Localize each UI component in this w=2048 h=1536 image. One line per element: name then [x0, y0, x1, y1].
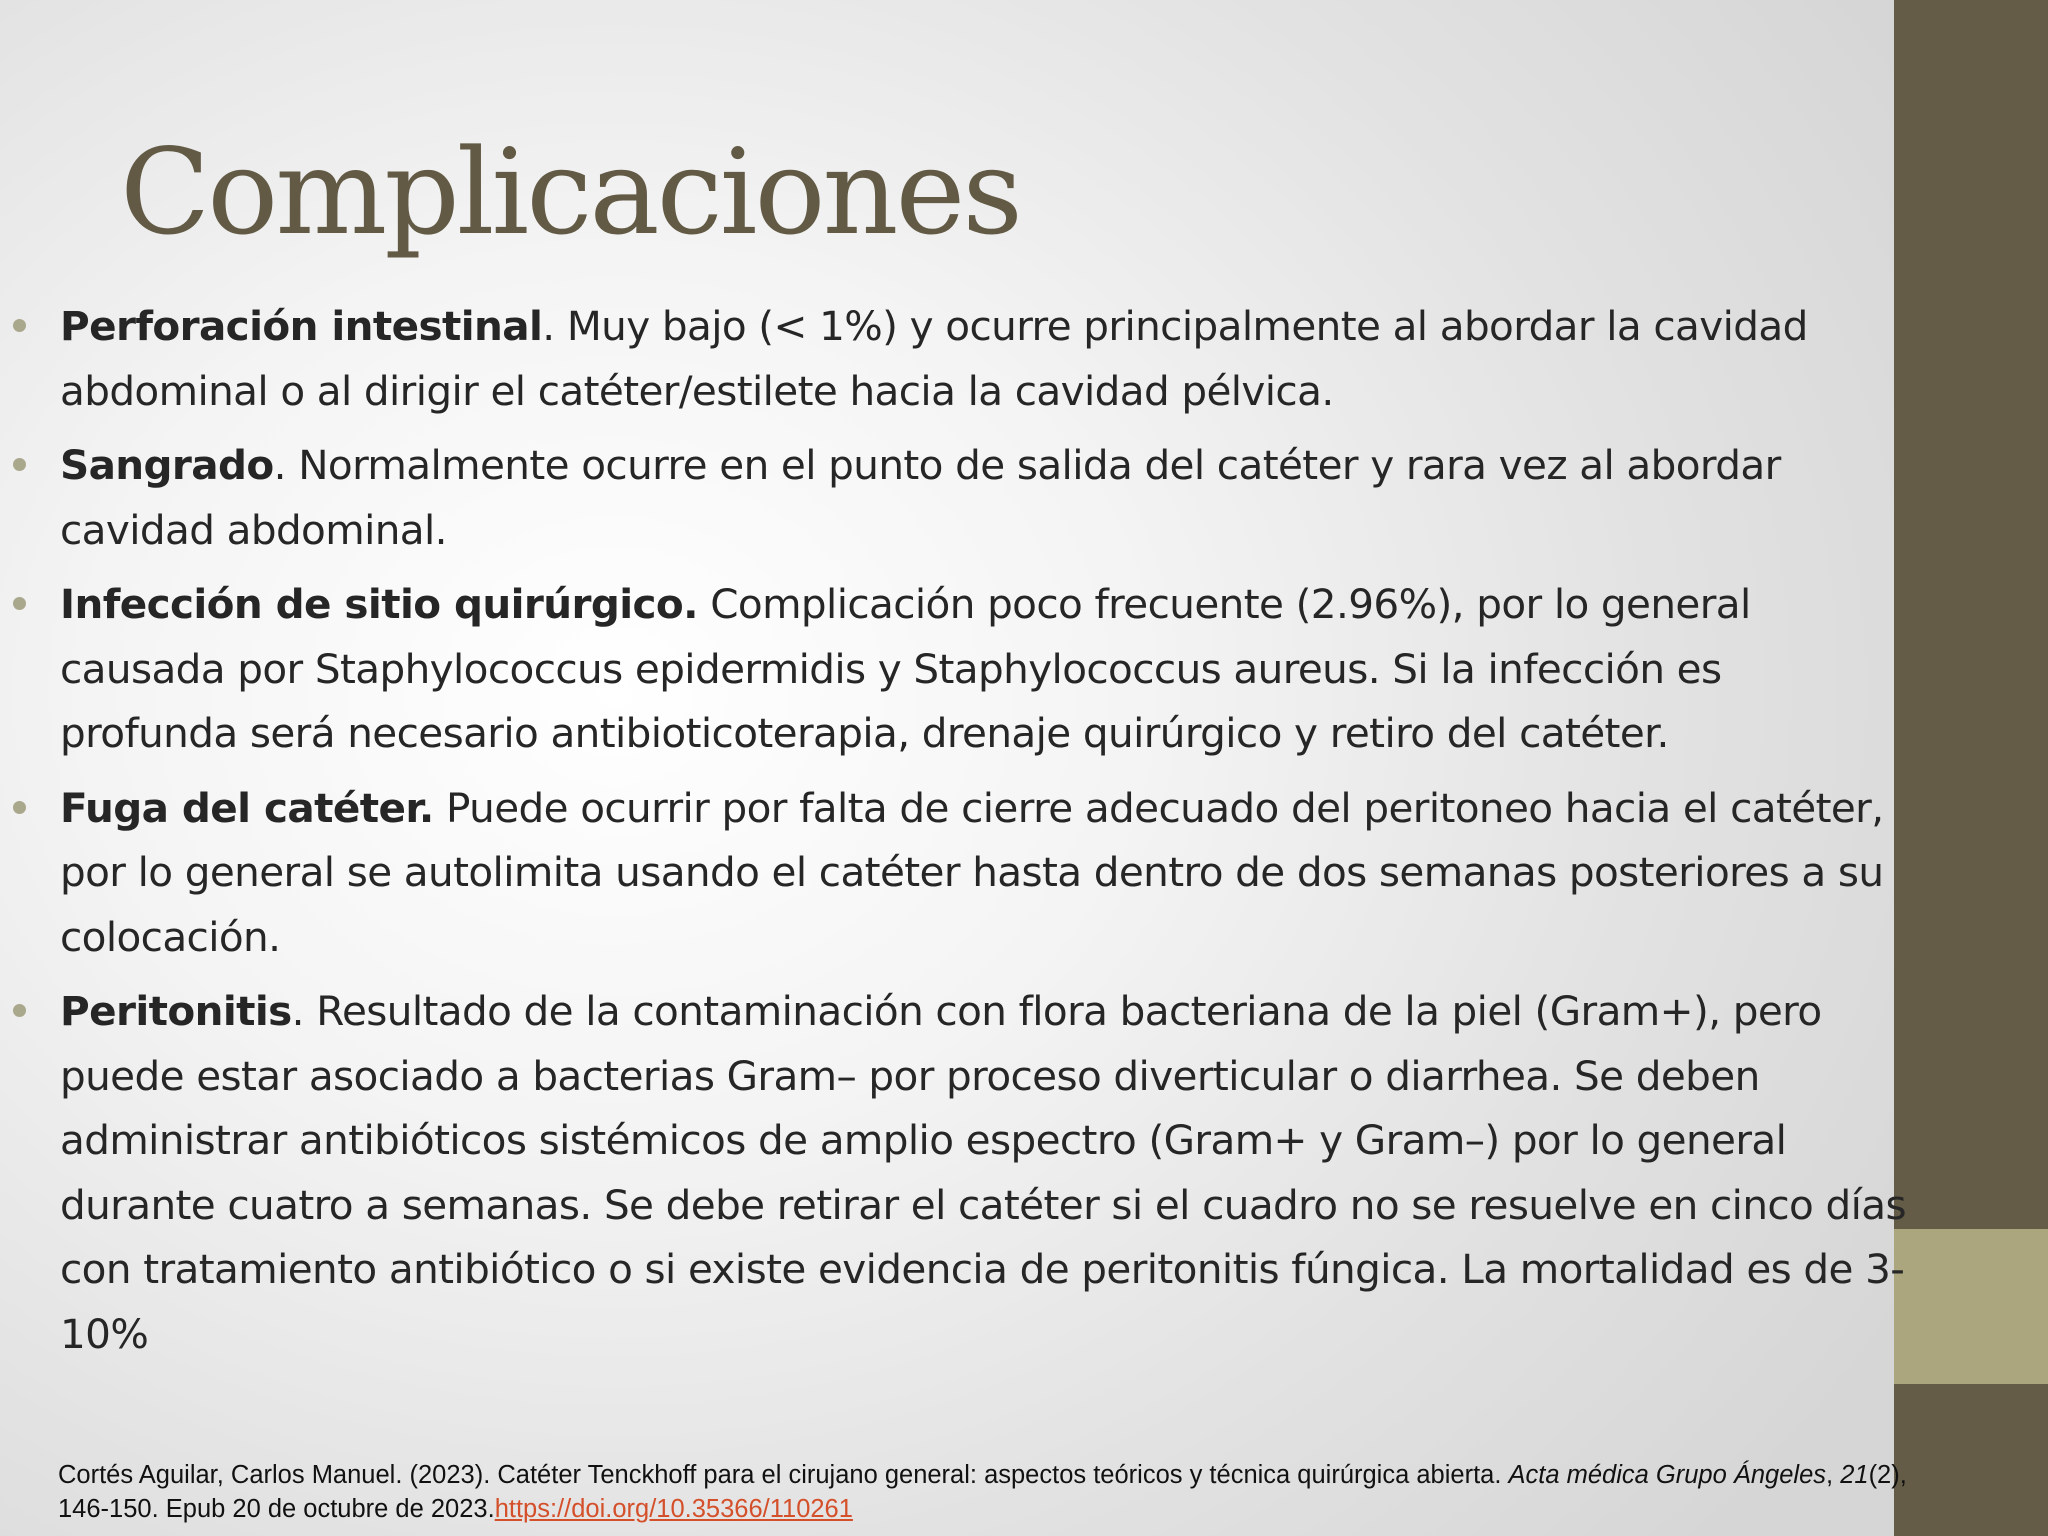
bullet-separator: .: [273, 441, 299, 489]
bullet-item-fuga: [60, 776, 1910, 970]
bullet-body: Muy bajo (< 1%) y ocurre principalmente al abordar la cavidad abdominal o al dirigir el catéter/estilete hacia la cavidad pélvica.: [60, 302, 1808, 415]
bullet-dot-icon: [13, 458, 26, 471]
bullet-text: [60, 776, 1910, 970]
bullet-item-perforacion: [60, 294, 1910, 423]
citation: [58, 1458, 1918, 1526]
slide-title: Complicaciones: [120, 123, 1020, 261]
bullet-dot-icon: [13, 1004, 26, 1017]
bullet-body: Normalmente ocurre en el punto de salida del catéter y rara vez al abordar cavidad abdominal.: [60, 441, 1781, 554]
bullet-term: Sangrado: [60, 441, 274, 489]
side-accent-block: [1894, 1229, 2048, 1384]
bullet-term: Perforación intestinal: [60, 302, 543, 350]
bullet-text: [60, 294, 1910, 423]
bullet-body: Complicación poco frecuente (2.96%), por lo general causada por Staphylococcus epidermidis y Staphylococcus aureus. Si la infección es profunda será necesario antibioticoterapia, drenaje quirúrgico y retiro del catéter.: [60, 580, 1751, 757]
bullet-text: [60, 572, 1910, 766]
bullet-item-infeccion: [60, 572, 1910, 766]
bullet-dot-icon: [13, 801, 26, 814]
bullet-term: Infección de sitio quirúrgico.: [60, 580, 698, 628]
bullet-separator: [698, 580, 710, 628]
bullet-list: [60, 294, 1910, 1376]
citation-issue-pages: (2), 146-150. Epub 20 de octubre de 2023.: [58, 1461, 1907, 1523]
bullet-separator: .: [542, 302, 567, 350]
bullet-dot-icon: [13, 319, 26, 332]
bullet-separator: .: [291, 987, 317, 1035]
bullet-term: Fuga del catéter.: [60, 783, 434, 832]
bullet-item-peritonitis: [60, 979, 1910, 1366]
bullet-text: [60, 433, 1910, 562]
citation-separator: ,: [1826, 1461, 1841, 1489]
bullet-item-sangrado: [60, 433, 1910, 562]
bullet-text: [60, 979, 1910, 1366]
citation-authors-title: Cortés Aguilar, Carlos Manuel. (2023). Catéter Tenckhoff para el cirujano general: aspectos teóricos y técnica quirúrgica abierta.: [58, 1461, 1509, 1489]
bullet-dot-icon: [13, 597, 26, 610]
doi-link[interactable]: https://doi.org/10.35366/110261: [494, 1495, 853, 1523]
citation-volume: 21: [1840, 1461, 1869, 1489]
citation-journal: Acta médica Grupo Ángeles: [1508, 1461, 1827, 1489]
bullet-body: Resultado de la contaminación con flora bacteriana de la piel (Gram+), pero puede estar asociado a bacterias Gram– por proceso diverticular o diarrhea. Se deben administrar antibióticos sistémicos de amplio espectro (Gram+ y Gram–) por lo general durante cuatro a semanas. Se debe retirar el catéter si el cuadro no se resuelve en cinco días con tratamiento antibiótico o si existe evidencia de peritonitis fúngica. La mortalidad es de 3-10%: [60, 987, 1906, 1358]
bullet-separator: [434, 784, 446, 832]
bullet-body: Puede ocurrir por falta de cierre adecuado del peritoneo hacia el catéter, por lo general se autolimita usando el catéter hasta dentro de dos semanas posteriores a su colocación.: [60, 783, 1884, 961]
bullet-term: Peritonitis: [60, 987, 292, 1035]
